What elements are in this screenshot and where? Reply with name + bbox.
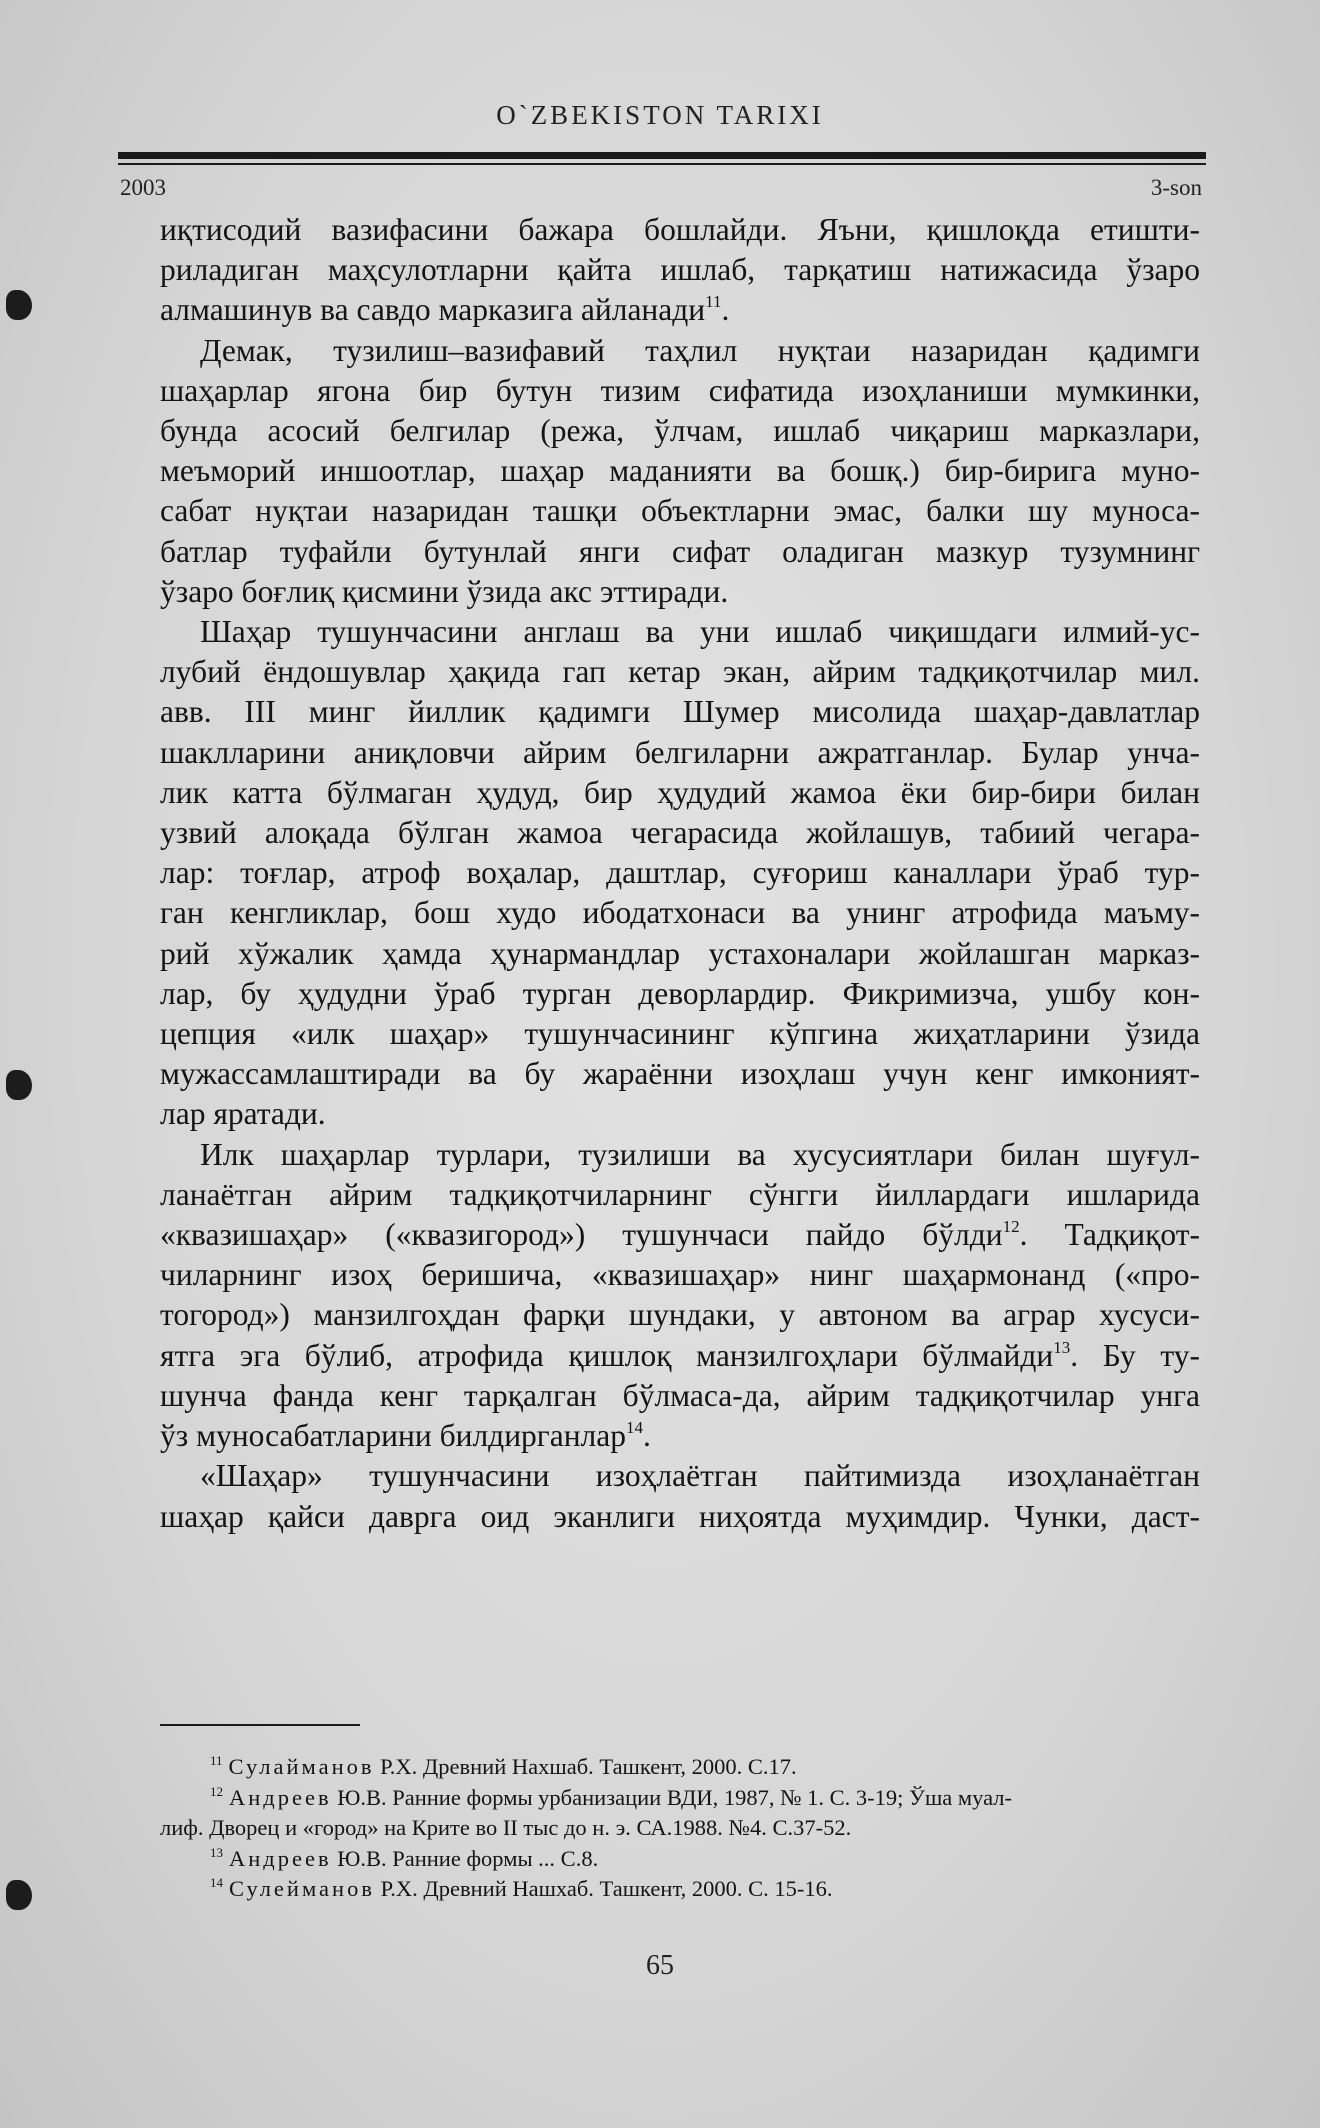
text-line: лар, бу ҳудудни ўраб турган деворлардир. Фикримизча, ушбу кон-: [160, 975, 1200, 1011]
text-line: ўзаро боғлиқ қисмини ўзида акс эттиради.: [160, 573, 729, 609]
footnote-number: 12: [210, 1783, 223, 1799]
text-line: алмашинув ва савдо марказига айланади$^{11}$.: [160, 292, 730, 328]
article-body: [160, 210, 1200, 1537]
punch-hole: [6, 1070, 32, 1100]
text-line: лик катта бўлмаган ҳудуд, бир ҳудудий жамоа ёки бир-бири билан: [160, 774, 1200, 810]
text-line: рий хўжалик ҳамда ҳунармандлар устахоналари жойлашган марказ-: [160, 935, 1200, 971]
issue-number: 3-son: [1150, 175, 1202, 200]
text-line: «квазишаҳар» («квазигород») тушунчаси пайдо бўлди$^{12}$. Тадқиқот-: [160, 1217, 1200, 1253]
footnote-number: 11: [210, 1753, 223, 1768]
footnote-text: Ю.В. Ранние формы ... С.8.: [331, 1845, 599, 1871]
text-line: шаклларини аниқловчи айрим белгиларни ажратганлар. Булар унча-: [160, 734, 1200, 770]
footnote-text: Р.Х. Древний Нашхаб. Ташкент, 2000. С. 15-16.: [374, 1876, 833, 1901]
footnote: [160, 1874, 1200, 1905]
footnote-text: Ю.В. Ранние формы урбанизации ВДИ, 1987, № 1. С. 3-19; Ўша муал-: [331, 1784, 1012, 1810]
footnote-number: 14: [210, 1875, 223, 1890]
text-line: сабат нуқтаи назаридан ташқи объектларни эмас, балки шу муноса-: [160, 493, 1200, 529]
text-line: чиларнинг изоҳ беришича, «квазишаҳар» нинг шаҳармонанд («про-: [160, 1257, 1200, 1293]
text-line: узвий алоқада бўлган жамоа чегарасида жойлашув, табиий чегара-: [160, 815, 1200, 851]
text-line: шунча фанда кенг тарқалган бўлмаса-да, айрим тадқиқотчилар унга: [160, 1377, 1200, 1413]
text-line: лар: тоғлар, атроф воҳалар, даштлар, суғориш каналлари ўраб тур-: [160, 855, 1200, 891]
text-line: авв. III минг йиллик қадимги Шумер мисолида шаҳар-давлатлар: [160, 694, 1200, 730]
text-line: Шаҳар тушунчасини англаш ва уни ишлаб чиқишдаги илмий-ус-: [200, 614, 1200, 650]
text-line: цепция «илк шаҳар» тушунчасининг кўпгина жиҳатларини ўзида: [160, 1016, 1200, 1052]
footnote-author: Сулайманов: [228, 1754, 375, 1779]
text-line: бунда асосий белгилар (режа, ўлчам, ишлаб чиқариш марказлари,: [160, 413, 1200, 449]
footnote-ref: 11: [705, 292, 722, 312]
footnote-rule: [160, 1724, 360, 1726]
punch-hole: [6, 290, 32, 320]
footnote-ref: 13: [1053, 1337, 1071, 1357]
header-rule: [118, 152, 1206, 159]
text-line: ятга эга бўлиб, атрофида қишлоқ манзилгоҳлари бўлмайди$^{13}$. Бу ту-: [160, 1337, 1200, 1373]
text-line: батлар туфайли бутунлай янги сифат оладиган мазкур тузумнинг: [160, 533, 1200, 569]
text-line: Илк шаҳарлар турлари, тузилиши ва хусусиятлари билан шуғул-: [200, 1136, 1200, 1172]
footnote-ref: 14: [626, 1418, 644, 1438]
text-line: ланаётган айрим тадқиқотчиларнинг сўнгги йиллардаги ишларида: [160, 1176, 1200, 1212]
footnote-author: Сулейманов: [229, 1876, 375, 1901]
footnote: [160, 1813, 1200, 1844]
text-line: лубий ёндошувлар ҳақида гап кетар экан, айрим тадқиқотчилар мил.: [160, 654, 1200, 690]
text-line: риладиган маҳсулотларни қайта ишлаб, тарқатиш натижасида ўзаро: [160, 252, 1200, 288]
header-rule-thin: [118, 163, 1206, 165]
footnote-author: Андреев: [229, 1845, 332, 1871]
footnote-text: Р.Х. Древний Нахшаб. Ташкент, 2000. С.17.: [374, 1754, 797, 1779]
footnote: [160, 1844, 1200, 1875]
page-number: 65: [646, 1950, 674, 1981]
footnote-text: лиф. Дворец и «город» на Крите во II тыс до н. э. СА.1988. №4. С.37-52.: [160, 1815, 852, 1840]
year: 2003: [120, 175, 166, 200]
text-line: меъморий иншоотлар, шаҳар маданияти ва бошқ.) бир-бирига муно-: [160, 453, 1200, 489]
footnote-author: Андреев: [229, 1784, 332, 1810]
text-line: Демак, тузилиш–вазифавий таҳлил нуқтаи назаридан қадимги: [200, 332, 1200, 368]
footnote-ref: 12: [1002, 1217, 1020, 1237]
text-line: иқтисодий вазифасини бажара бошлайди. Яъни, қишлоқда етишти-: [160, 212, 1200, 247]
text-line: «Шаҳар» тушунчасини изоҳлаётган пайтимизда изоҳланаётган: [200, 1458, 1200, 1494]
footnote: [160, 1783, 1200, 1814]
footnote-number: 13: [210, 1844, 223, 1860]
text-line: шаҳар қайси даврга оид эканлиги ниҳоятда муҳимдир. Чунки, даст-: [160, 1498, 1200, 1534]
journal-title: O`ZBEKISTON TARIXI: [496, 100, 824, 130]
text-line: мужассамлаштиради ва бу жараённи изоҳлаш учун кенг имконият-: [160, 1056, 1200, 1092]
footnote: [160, 1752, 1200, 1783]
footnotes: [160, 1752, 1200, 1905]
text-line: шаҳарлар ягона бир бутун тизим сифатида изоҳланиши мумкинки,: [160, 372, 1200, 408]
text-line: ўз муносабатларини билдирганлар$^{14}$.: [160, 1418, 651, 1454]
text-line: лар яратади.: [160, 1096, 326, 1132]
text-line: ган кенгликлар, бош худо ибодатхонаси ва унинг атрофида маъму-: [160, 895, 1200, 931]
punch-hole: [6, 1880, 32, 1910]
text-line: тогород») манзилгоҳдан фарқи шундаки, у автоном ва аграр хусуси-: [160, 1297, 1200, 1333]
